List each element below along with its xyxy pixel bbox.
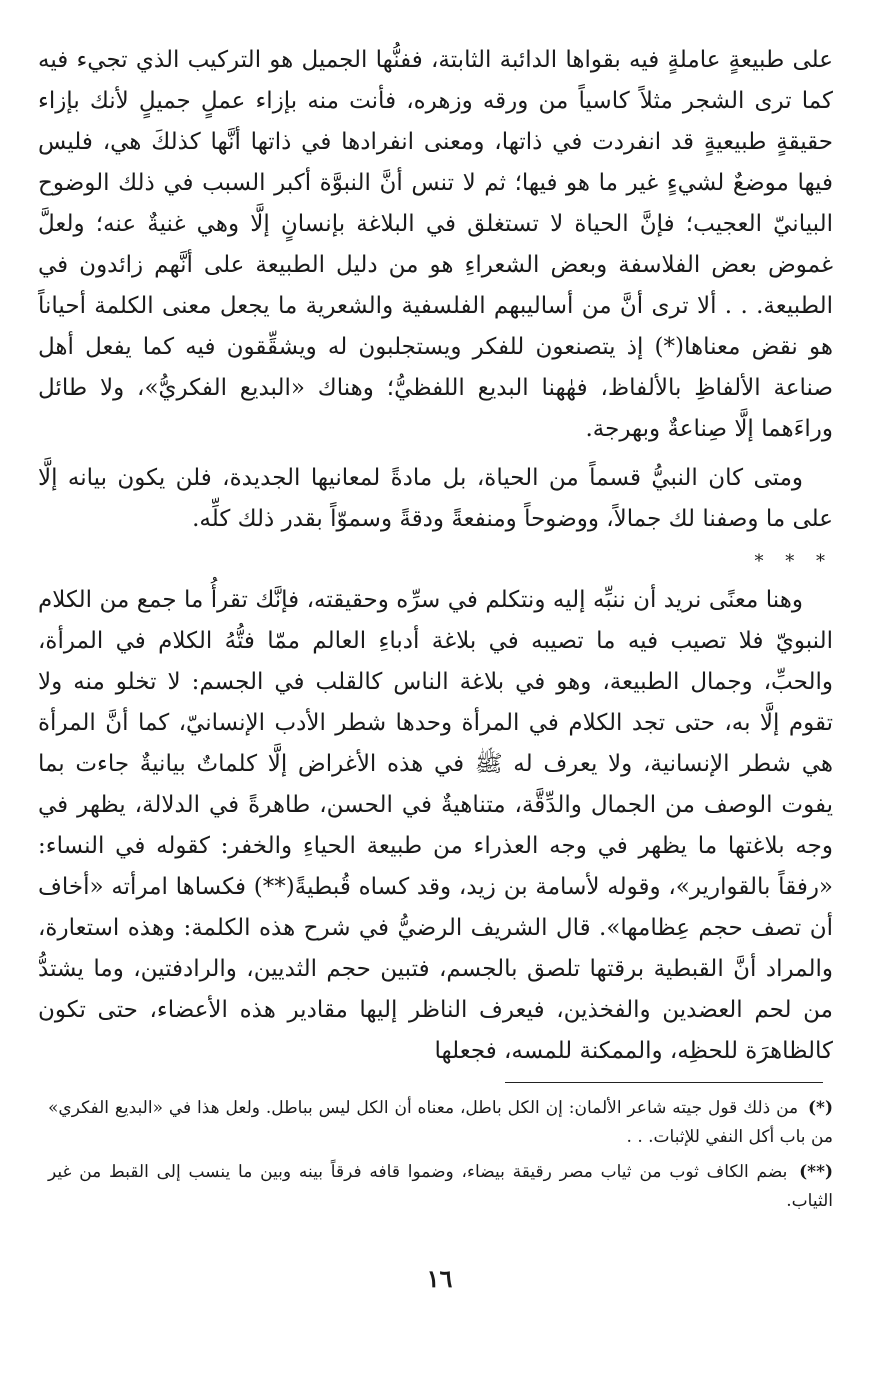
paragraph-2: ومتى كان النبيُّ قسماً من الحياة، بل مادةً لمعانيها الجديدة، فلن يكون بيانه إلَّا على ما وصفنا لك جمالاً، ووضوحاً ومنفعةً ودقةً وسموّاً بقدر ذلك كلِّه. — [38, 465, 833, 532]
footnote-divider — [505, 1082, 823, 1083]
page-number: ١٦ — [426, 1264, 453, 1293]
footnote-marker: (**) — [799, 1162, 834, 1182]
footnote-text: بضم الكاف ثوب من ثياب مصر رقيقة بيضاء، وضموا قافه فرقاً بينه وبين ما ينسب إلى القبط من غير الثياب. — [48, 1162, 833, 1211]
footnotes — [48, 1094, 833, 1222]
section-separator: * * * — [754, 551, 833, 572]
paragraph-3: وهنا معنًى نريد أن ننبِّه إليه ونتكلم في سرِّه وحقيقته، فإنَّك تقرأُ ما جمع من الكلام النبويّ فلا تصيب فيه ما تصيبه في بلاغة أدباءِ العالم ممّا فتُّهُ الكلام في المرأة، والحبِّ، وجمال الطبيعة، وهو في بلاغة الناس كالقلب في الجسم: لا تخلو منه ولا تقوم إلَّا به، حتى تجد الكلام في المرأة وحدها شطر الأدب الإنسانيّ، كما أنَّ المرأة هي شطر الإنسانية، ولا يعرف له ﷺ في هذه الأغراض إلَّا كلماتٌ بيانيةٌ جاءت بما يفوت الوصف من الجمال والدِّقَّة، متناهيةٌ في الحسن، طاهرةً في الدلالة، يظهر في وجه بلاغتها ما يظهر في وجه العذراء من طبيعة الحياءِ والخفر: كقوله في النساء: «رفقاً بالقوارير»، وقوله لأسامة بن زيد، وقد كساه قُبطيةً(**) فكساها امرأته «أخاف أن تصف حجم عِظامها». قال الشريف الرضيُّ في شرح هذه الكلمة: وهذه استعارة، والمراد أنَّ القبطية برقتها تلصق بالجسم، فتبين حجم الثديين، والرادفتين، وما يشتدُّ من لحم العضدين والفخذين، فيعرف الناظر إليها مقادير هذه الأعضاء، حتى تكون كالظاهرَة للحظِه، والممكنة للمسه، فجعلها — [38, 587, 833, 1064]
footnote-2 — [48, 1158, 833, 1216]
footnote-text: من ذلك قول جيته شاعر الألمان: إن الكل باطل، معناه أن الكل ليس بباطل. ولعل هذا في «البديع الفكري» من باب أكل النفي للإثبات. . . — [48, 1098, 833, 1147]
footnote-marker: (*) — [808, 1098, 833, 1118]
footnote-1 — [48, 1094, 833, 1152]
main-text — [38, 40, 833, 1080]
paragraph-1: على طبيعةٍ عاملةٍ فيه بقواها الدائبة الثابتة، ففنُّها الجميل هو التركيب الذي تجيء فيه كما ترى الشجر مثلاً كاسياً من ورقه وزهره، فأنت منه بإزاء عملٍ جميلٍ لأنك بإزاء حقيقةٍ طبيعيةٍ قد انفردت في ذاتها، ومعنى انفرادها في ذاتها أنَّها كذلكَ هي، فليس فيها موضعٌ لشيءٍ غير ما هو فيها؛ ثم لا تنس أنَّ النبوَّة أكبر السبب في ذلك الوضوح البيانيّ العجيب؛ فإنَّ الحياة لا تستغلق في البلاغة بإنسانٍ إلَّا وهي غنيةٌ عنه؛ ولعلَّ غموض بعض الفلاسفة وبعض الشعراءِ هو من دليل الطبيعة على أنَّهم زائدون في الطبيعة. . . ألا ترى أنَّ من أساليبهم الفلسفية والشعرية ما يجعل معنى الكلمة أحياناً هو نقض معناها(*) إذ يتصنعون للفكر ويستجلبون له ويشقِّقون فيه كما يفعل أهل صناعة الألفاظِ بالألفاظ، فهٰهنا البديع اللفظيُّ؛ وهناك «البديع الفكريُّ»، ولا طائل وراءَهما إلَّا صِناعةٌ وبهرجة. — [38, 47, 833, 442]
